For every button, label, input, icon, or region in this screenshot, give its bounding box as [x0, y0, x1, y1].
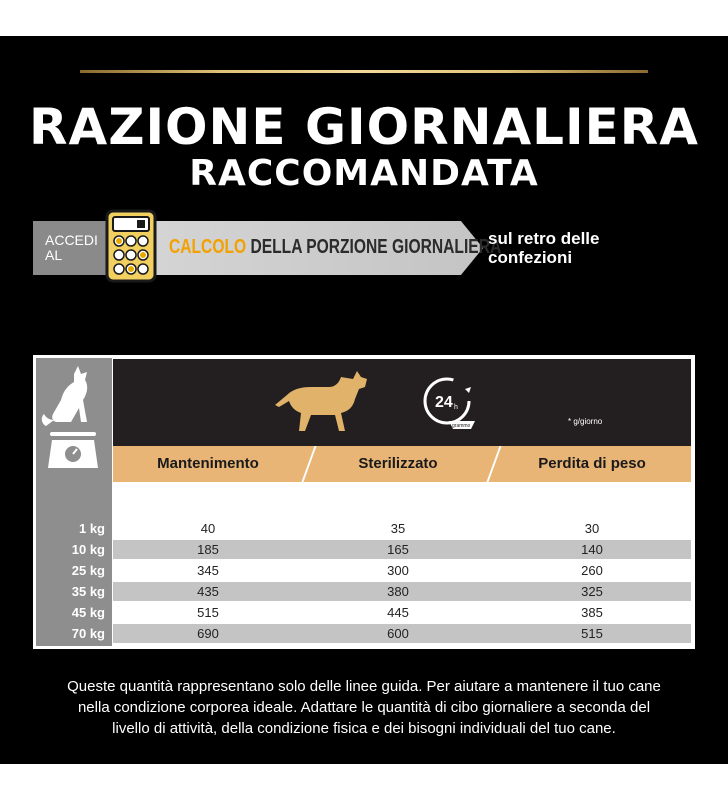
table-cell: 445 — [387, 605, 409, 620]
footer-line-1: Queste quantità rappresentano solo delle linee guida. Per aiutare a mantenere il tuo cane — [67, 678, 661, 695]
dog-on-scale-icon — [36, 364, 112, 474]
calculator-banner — [33, 221, 502, 275]
table-cell: 40 — [200, 521, 216, 536]
table-cell: 165 — [387, 542, 409, 557]
table-row — [113, 624, 691, 643]
weight-label: 1 kg — [78, 521, 105, 536]
table-cell: 515 — [581, 626, 603, 641]
table-row — [113, 519, 691, 538]
table-cell: 385 — [581, 605, 603, 620]
weight-label: 35 kg — [71, 584, 105, 599]
table-row — [113, 582, 691, 601]
column-header-bar — [113, 446, 691, 482]
table-cell: 325 — [581, 584, 603, 599]
col-sterilizzato: Sterilizzato — [358, 455, 438, 472]
weight-label: 70 kg — [71, 626, 105, 641]
accedi-text — [45, 233, 98, 263]
table-cell: 300 — [387, 563, 409, 578]
calcolo-text — [169, 236, 501, 259]
footer-note — [24, 676, 704, 739]
retro-text — [488, 229, 599, 267]
retro-line-2: confezioni — [488, 248, 573, 267]
table-cell: 345 — [197, 563, 219, 578]
clock-bowl: grammo — [452, 423, 471, 429]
table-row — [113, 561, 691, 580]
table-cell: 690 — [197, 626, 219, 641]
unit-label: * g/giorno — [568, 417, 603, 426]
calculator-icon — [103, 209, 159, 283]
table-header — [113, 359, 691, 446]
table-cell: 380 — [387, 584, 409, 599]
table-row — [113, 603, 691, 622]
accedi-line-2: AL — [45, 247, 63, 263]
table-cell: 600 — [387, 626, 409, 641]
weight-label: 10 kg — [71, 542, 105, 557]
table-cell: 515 — [197, 605, 219, 620]
weight-label: 45 kg — [71, 605, 105, 620]
gold-divider — [80, 70, 648, 73]
infographic — [0, 36, 728, 764]
col-mantenimento: Mantenimento — [157, 455, 259, 472]
table-cell: 30 — [584, 521, 600, 536]
table-cell: 140 — [581, 542, 603, 557]
porzione-words: DELLA PORZIONE GIORNALIERA — [250, 236, 502, 258]
clock-sub: h — [454, 404, 458, 411]
table-cell: 435 — [197, 584, 219, 599]
footer-line-2: nella condizione corporea ideale. Adattare le quantità di cibo giornaliere a seconda del — [77, 699, 651, 716]
clock-label: 24 — [435, 394, 453, 411]
table-cell: 185 — [197, 542, 219, 557]
table-row — [113, 540, 691, 559]
table-cell: 35 — [390, 521, 406, 536]
col-perdita-peso: Perdita di peso — [538, 455, 646, 472]
title-line-2: RACCOMANDATA — [189, 153, 539, 194]
ration-table — [33, 355, 695, 649]
title-line-1: RAZIONE GIORNALIERA — [29, 98, 699, 156]
retro-line-1: sul retro delle — [488, 229, 600, 248]
dog-icon — [273, 369, 373, 439]
clock-24h-icon — [413, 369, 483, 439]
footer-line-3: livello di attività, della condizione fisica e dei bisogni individuali del tuo cane. — [112, 720, 616, 737]
table-cell: 260 — [581, 563, 603, 578]
weight-label: 25 kg — [71, 563, 105, 578]
accedi-line-1: ACCEDI — [45, 232, 98, 248]
calcolo-word: CALCOLO — [169, 236, 247, 258]
